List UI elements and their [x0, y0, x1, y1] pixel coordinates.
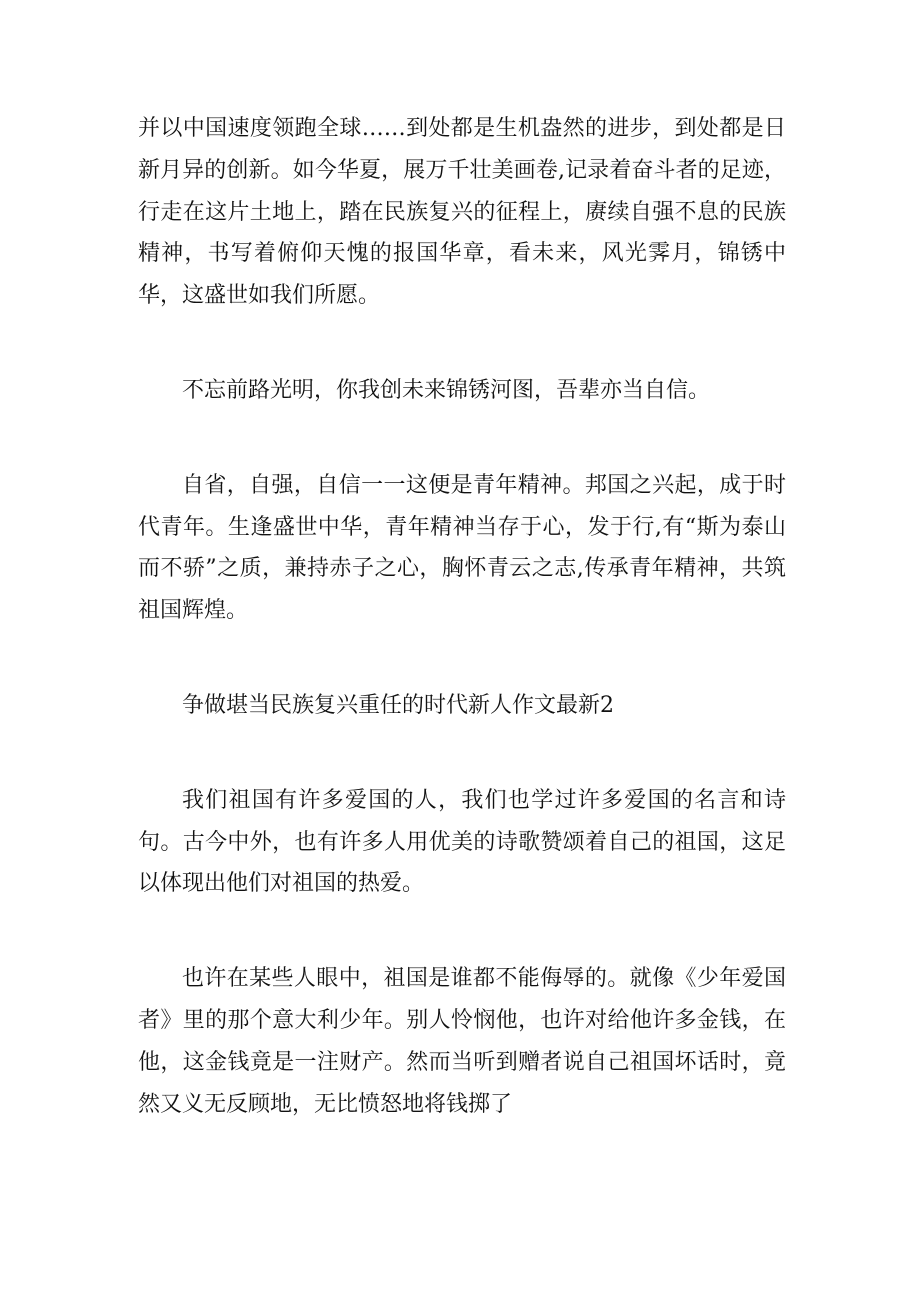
document-body: [138, 108, 786, 1178]
essay-title-2: 争做堪当民族复兴重任的时代新人作文最新2: [182, 692, 614, 718]
paragraph-young-patriot: 也许在某些人眼中，祖国是谁都不能侮辱的。就像《少年爱国者》里的那个意大利少年。别人怜悯他，也许对给他许多金钱，在他，这金钱竟是一注财产。然而当听到赠者说自己祖国坏话时，竟然又义无反顾地，无比愤怒地将钱掷了: [138, 966, 786, 1117]
paragraph-patriots: 我们祖国有许多爱国的人，我们也学过许多爱国的名言和诗句。古今中外，也有许多人用优美的诗歌赞颂着自己的祖国，这足以体现出他们对祖国的热爱。: [138, 787, 786, 897]
paragraph-continued: 并以中国速度领跑全球……到处都是生机盎然的进步，到处都是日新月异的创新。如今华夏，展万千壮美画卷,记录着奋斗者的足迹，行走在这片土地上，踏在民族复兴的征程上，赓续自强不息的民族精神，书写着俯仰天愧的报国华章，看未来，风光霁月，锦锈中华，这盛世如我们所愿。: [138, 116, 786, 309]
paragraph-youth-spirit: 自省，自强，自信一一这便是青年精神。邦国之兴起，成于时代青年。生逢盛世中华，青年精神当存于心，发于行,有“斯为泰山而不骄”之质，兼持赤子之心，胸怀青云之志,传承青年精神，共筑祖国辉煌。: [138, 472, 786, 624]
paragraph-confidence: 不忘前路光明，你我创未来锦锈河图，吾辈亦当自信。: [182, 377, 711, 403]
